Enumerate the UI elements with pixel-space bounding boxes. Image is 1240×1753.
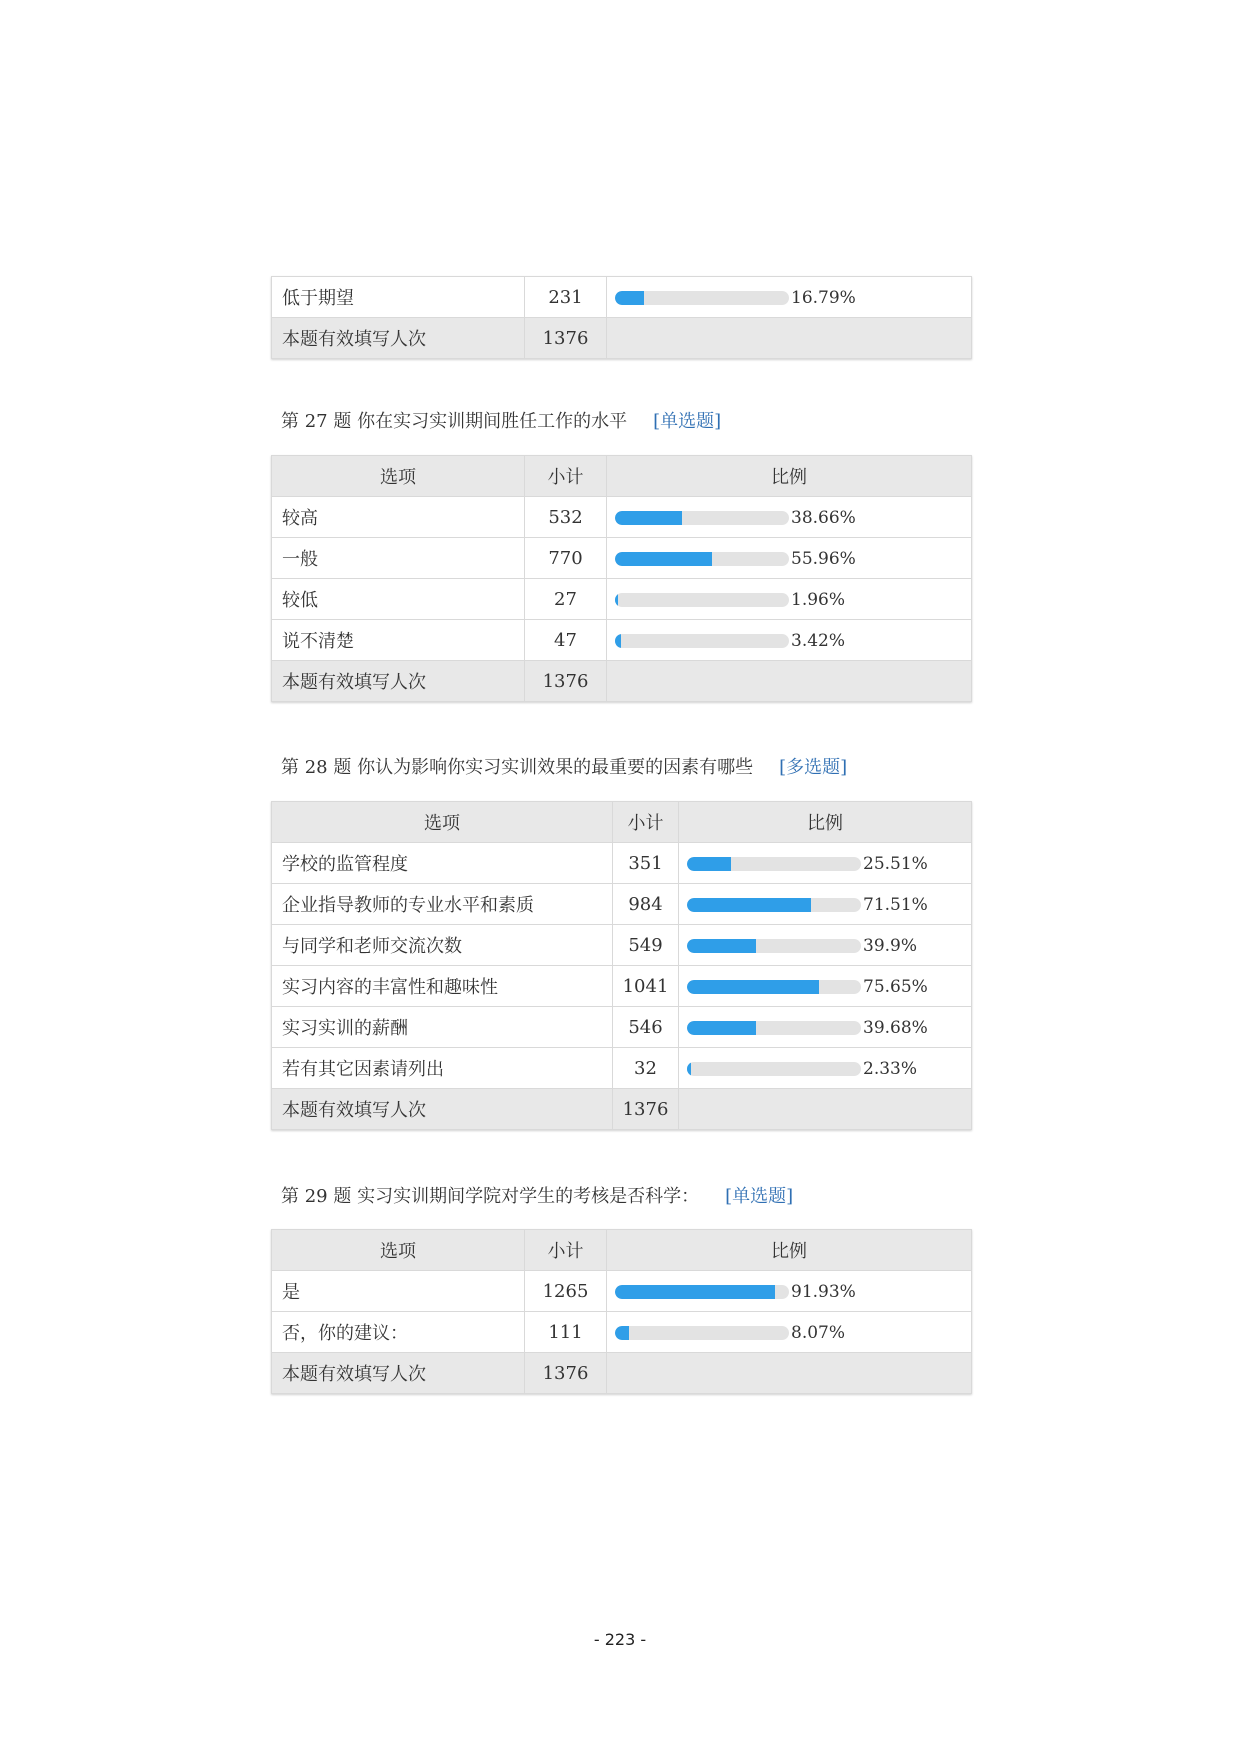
total-count: 1376 xyxy=(613,1089,679,1130)
progress-bar-fill xyxy=(687,1062,691,1076)
table-row xyxy=(272,497,972,538)
total-label: 本题有效填写人次 xyxy=(272,318,525,359)
progress-bar-fill xyxy=(687,857,731,871)
table-row xyxy=(272,843,972,884)
table-body xyxy=(272,497,972,702)
progress-bar-fill xyxy=(687,898,811,912)
option-label: 低于期望 xyxy=(272,277,525,318)
option-label: 实习内容的丰富性和趣味性 xyxy=(272,966,613,1007)
question-text: 第 28 题 你认为影响你实习实训效果的最重要的因素有哪些 xyxy=(281,757,754,778)
total-row xyxy=(272,1353,972,1394)
option-label: 否，你的建议： xyxy=(272,1312,525,1353)
question-27-table-wrap xyxy=(271,455,971,702)
total-empty-cell xyxy=(607,318,972,359)
results-table xyxy=(271,276,972,359)
total-label: 本题有效填写人次 xyxy=(272,1353,525,1394)
progress-bar-fill xyxy=(615,552,712,566)
question-type-link[interactable]: [多选题] xyxy=(779,757,848,778)
percent-label: 71.51% xyxy=(863,894,928,915)
option-count: 984 xyxy=(613,884,679,925)
ratio-cell xyxy=(679,884,972,925)
header-count: 小计 xyxy=(525,456,607,497)
ratio-cell xyxy=(679,1007,972,1048)
ratio-cell xyxy=(679,1048,972,1089)
question-text: 第 29 题 实习实训期间学院对学生的考核是否科学： xyxy=(281,1186,700,1207)
total-label: 本题有效填写人次 xyxy=(272,1089,613,1130)
question-text: 第 27 题 你在实习实训期间胜任工作的水平 xyxy=(281,411,628,432)
ratio-cell xyxy=(607,1271,972,1312)
option-count: 27 xyxy=(525,579,607,620)
percent-label: 25.51% xyxy=(863,853,928,874)
ratio-cell xyxy=(679,966,972,1007)
ratio-cell xyxy=(679,925,972,966)
progress-bar-fill xyxy=(687,1021,756,1035)
header-row xyxy=(272,802,972,843)
header-ratio: 比例 xyxy=(607,456,972,497)
table-body xyxy=(272,1271,972,1394)
progress-bar-fill xyxy=(615,634,621,648)
progress-bar-fill xyxy=(687,980,819,994)
header-count: 小计 xyxy=(613,802,679,843)
table-row xyxy=(272,579,972,620)
q26-continuation-table xyxy=(271,276,971,359)
header-option: 选项 xyxy=(272,1230,525,1271)
ratio-cell xyxy=(607,1312,972,1353)
option-label: 实习实训的薪酬 xyxy=(272,1007,613,1048)
total-empty-cell xyxy=(607,661,972,702)
question-27-title xyxy=(281,407,721,433)
progress-bar xyxy=(687,857,861,871)
progress-bar-fill xyxy=(615,1285,775,1299)
percent-label: 3.42% xyxy=(791,630,846,651)
percent-label: 39.68% xyxy=(863,1017,928,1038)
total-count: 1376 xyxy=(525,1353,607,1394)
option-label: 企业指导教师的专业水平和素质 xyxy=(272,884,613,925)
question-28-table-wrap xyxy=(271,801,971,1130)
option-count: 231 xyxy=(525,277,607,318)
ratio-cell xyxy=(679,843,972,884)
total-empty-cell xyxy=(679,1089,972,1130)
percent-label: 16.79% xyxy=(791,287,856,308)
question-28-title xyxy=(281,753,847,779)
option-label: 与同学和老师交流次数 xyxy=(272,925,613,966)
option-count: 532 xyxy=(525,497,607,538)
ratio-cell xyxy=(607,620,972,661)
question-29-title xyxy=(281,1182,793,1208)
progress-bar xyxy=(615,552,789,566)
header-ratio: 比例 xyxy=(607,1230,972,1271)
progress-bar xyxy=(615,593,789,607)
header-count: 小计 xyxy=(525,1230,607,1271)
header-option: 选项 xyxy=(272,802,613,843)
table-row xyxy=(272,1007,972,1048)
option-label: 一般 xyxy=(272,538,525,579)
table-row xyxy=(272,1312,972,1353)
total-empty-cell xyxy=(607,1353,972,1394)
progress-bar xyxy=(687,1062,861,1076)
header-row xyxy=(272,456,972,497)
total-label: 本题有效填写人次 xyxy=(272,661,525,702)
table-row xyxy=(272,1048,972,1089)
total-row xyxy=(272,661,972,702)
table-row xyxy=(272,538,972,579)
option-label: 是 xyxy=(272,1271,525,1312)
total-row xyxy=(272,318,972,359)
option-count: 546 xyxy=(613,1007,679,1048)
option-label: 说不清楚 xyxy=(272,620,525,661)
results-table xyxy=(271,801,972,1130)
option-count: 1041 xyxy=(613,966,679,1007)
option-count: 47 xyxy=(525,620,607,661)
ratio-cell xyxy=(607,497,972,538)
table-row xyxy=(272,966,972,1007)
option-count: 351 xyxy=(613,843,679,884)
progress-bar xyxy=(615,1285,789,1299)
option-count: 32 xyxy=(613,1048,679,1089)
progress-bar-fill xyxy=(615,1326,629,1340)
page-number: - 223 - xyxy=(593,1630,647,1649)
ratio-cell xyxy=(607,538,972,579)
header-ratio: 比例 xyxy=(679,802,972,843)
table-row xyxy=(272,884,972,925)
ratio-cell xyxy=(607,277,972,318)
question-type-link[interactable]: [单选题] xyxy=(725,1186,794,1207)
table-body xyxy=(272,843,972,1130)
option-label: 学校的监管程度 xyxy=(272,843,613,884)
table-body xyxy=(272,277,972,359)
question-29-table-wrap xyxy=(271,1229,971,1394)
header-option: 选项 xyxy=(272,456,525,497)
option-label: 较低 xyxy=(272,579,525,620)
percent-label: 55.96% xyxy=(791,548,856,569)
option-count: 111 xyxy=(525,1312,607,1353)
results-table xyxy=(271,1229,972,1394)
progress-bar-fill xyxy=(615,511,682,525)
progress-bar xyxy=(615,511,789,525)
option-label: 若有其它因素请列出 xyxy=(272,1048,613,1089)
percent-label: 2.33% xyxy=(863,1058,918,1079)
percent-label: 1.96% xyxy=(791,589,846,610)
percent-label: 38.66% xyxy=(791,507,856,528)
header-row xyxy=(272,1230,972,1271)
table-row xyxy=(272,620,972,661)
total-count: 1376 xyxy=(525,661,607,702)
progress-bar xyxy=(615,291,789,305)
results-table xyxy=(271,455,972,702)
percent-label: 91.93% xyxy=(791,1281,856,1302)
progress-bar xyxy=(615,634,789,648)
progress-bar xyxy=(687,1021,861,1035)
progress-bar-fill xyxy=(615,593,618,607)
table-row xyxy=(272,1271,972,1312)
option-count: 1265 xyxy=(525,1271,607,1312)
option-count: 770 xyxy=(525,538,607,579)
total-row xyxy=(272,1089,972,1130)
progress-bar-fill xyxy=(615,291,644,305)
progress-bar xyxy=(687,939,861,953)
progress-bar-fill xyxy=(687,939,756,953)
progress-bar xyxy=(687,898,861,912)
total-count: 1376 xyxy=(525,318,607,359)
percent-label: 39.9% xyxy=(863,935,918,956)
ratio-cell xyxy=(607,579,972,620)
percent-label: 75.65% xyxy=(863,976,928,997)
table-row xyxy=(272,277,972,318)
table-row xyxy=(272,925,972,966)
percent-label: 8.07% xyxy=(791,1322,846,1343)
option-label: 较高 xyxy=(272,497,525,538)
question-type-link[interactable]: [单选题] xyxy=(653,411,722,432)
progress-bar xyxy=(615,1326,789,1340)
option-count: 549 xyxy=(613,925,679,966)
progress-bar xyxy=(687,980,861,994)
